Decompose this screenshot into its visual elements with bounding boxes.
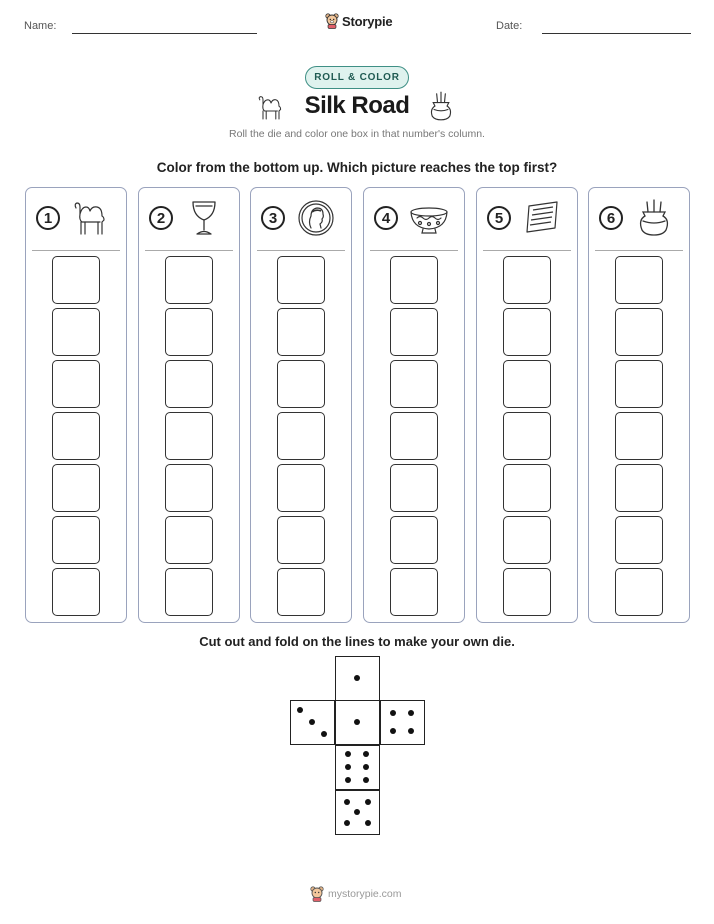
die-pip — [363, 777, 369, 783]
color-box[interactable] — [390, 568, 438, 616]
die-pip — [354, 809, 360, 815]
color-box[interactable] — [503, 464, 551, 512]
color-box[interactable] — [277, 256, 325, 304]
color-box[interactable] — [503, 568, 551, 616]
color-box[interactable] — [52, 516, 100, 564]
color-box[interactable] — [52, 308, 100, 356]
column-header — [36, 198, 116, 238]
bowl-icon — [408, 198, 450, 238]
color-box[interactable] — [503, 360, 551, 408]
die-face — [335, 656, 380, 701]
die-pip — [363, 751, 369, 757]
die-pip — [363, 764, 369, 770]
color-box[interactable] — [52, 360, 100, 408]
column-divider — [483, 250, 571, 251]
column-header — [261, 198, 341, 238]
bear-icon — [310, 886, 324, 902]
color-box[interactable] — [277, 568, 325, 616]
die-pip — [297, 707, 303, 713]
coin-icon — [295, 198, 337, 238]
die-pip — [390, 710, 396, 716]
die-number-label: 3 — [261, 206, 285, 230]
color-box[interactable] — [615, 412, 663, 460]
footer — [310, 886, 402, 902]
color-box[interactable] — [165, 256, 213, 304]
coloring-instruction: Color from the bottom up. Which picture reaches the top first? — [156, 160, 558, 175]
die-pip — [309, 719, 315, 725]
color-box[interactable] — [390, 412, 438, 460]
color-box[interactable] — [615, 360, 663, 408]
column-divider — [370, 250, 458, 251]
date-label: Date: — [496, 20, 523, 32]
color-box[interactable] — [277, 308, 325, 356]
color-box[interactable] — [52, 568, 100, 616]
die-face — [380, 700, 425, 745]
color-box[interactable] — [503, 516, 551, 564]
column-divider — [32, 250, 120, 251]
color-box[interactable] — [390, 308, 438, 356]
die-face — [335, 700, 380, 745]
color-box[interactable] — [165, 568, 213, 616]
die-pip — [365, 820, 371, 826]
die-pip — [354, 675, 360, 681]
color-box[interactable] — [615, 464, 663, 512]
die-number-label: 4 — [374, 206, 398, 230]
color-box[interactable] — [165, 412, 213, 460]
name-label: Name: — [24, 20, 57, 32]
roll-column — [25, 187, 127, 623]
die-face — [290, 700, 335, 745]
name-line[interactable] — [72, 33, 257, 34]
roll-column — [476, 187, 578, 623]
die-number-label: 6 — [599, 206, 623, 230]
roll-column — [250, 187, 352, 623]
die-number-label: 1 — [36, 206, 60, 230]
color-box[interactable] — [277, 360, 325, 408]
color-box[interactable] — [390, 464, 438, 512]
column-header — [149, 198, 229, 238]
column-divider — [595, 250, 683, 251]
date-line[interactable] — [542, 33, 691, 34]
color-box[interactable] — [503, 256, 551, 304]
color-box[interactable] — [390, 256, 438, 304]
die-pip — [345, 764, 351, 770]
die-pip — [408, 728, 414, 734]
die-number-label: 2 — [149, 206, 173, 230]
die-pip — [408, 710, 414, 716]
color-box[interactable] — [165, 308, 213, 356]
color-box[interactable] — [390, 360, 438, 408]
color-box[interactable] — [615, 256, 663, 304]
brand-name: Storypie — [342, 13, 393, 29]
column-header — [374, 198, 454, 238]
color-box[interactable] — [277, 464, 325, 512]
color-box[interactable] — [277, 516, 325, 564]
die-pip — [354, 719, 360, 725]
die-pip — [365, 799, 371, 805]
color-box[interactable] — [503, 308, 551, 356]
column-header — [599, 198, 679, 238]
die-number-label: 5 — [487, 206, 511, 230]
die-pip — [345, 751, 351, 757]
color-box[interactable] — [615, 568, 663, 616]
color-box[interactable] — [390, 516, 438, 564]
die-face — [335, 745, 380, 790]
color-box[interactable] — [615, 516, 663, 564]
brand-logo — [325, 13, 392, 29]
color-box[interactable] — [503, 412, 551, 460]
activity-badge: ROLL & COLOR — [305, 66, 409, 89]
die-pip — [345, 777, 351, 783]
column-header — [487, 198, 567, 238]
color-box[interactable] — [52, 464, 100, 512]
die-pip — [390, 728, 396, 734]
die-pip — [321, 731, 327, 737]
die-instruction: Cut out and fold on the lines to make your own die. — [199, 634, 515, 649]
color-box[interactable] — [165, 516, 213, 564]
page-title: Silk Road — [304, 92, 410, 119]
color-box[interactable] — [52, 256, 100, 304]
footer-url[interactable]: mystorypie.com — [328, 888, 402, 900]
color-box[interactable] — [52, 412, 100, 460]
color-box[interactable] — [277, 412, 325, 460]
color-box[interactable] — [615, 308, 663, 356]
die-pip — [344, 820, 350, 826]
color-box[interactable] — [165, 360, 213, 408]
color-box[interactable] — [165, 464, 213, 512]
die-pip — [344, 799, 350, 805]
spice-jar-icon — [633, 198, 675, 238]
silk-cloth-icon — [521, 198, 563, 238]
goblet-icon — [183, 198, 225, 238]
roll-column — [588, 187, 690, 623]
die-face — [335, 790, 380, 835]
roll-column — [363, 187, 465, 623]
roll-column — [138, 187, 240, 623]
camel-icon — [70, 198, 112, 238]
column-divider — [257, 250, 345, 251]
column-divider — [145, 250, 233, 251]
subtitle: Roll the die and color one box in that number's column. — [229, 128, 485, 140]
spice-jar-icon — [428, 90, 454, 122]
bear-icon — [325, 13, 339, 29]
